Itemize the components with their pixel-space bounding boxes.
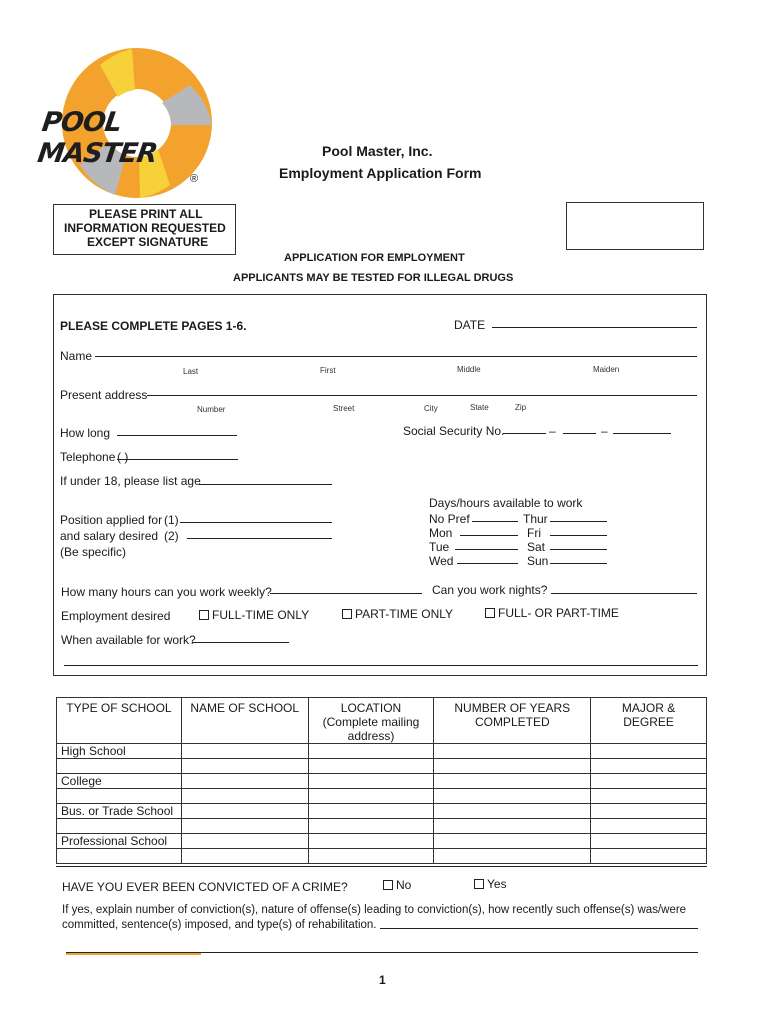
- day-fri-field[interactable]: [550, 535, 607, 536]
- employment-desired-label: Employment desired: [61, 609, 171, 623]
- crime-explain-line-2: committed, sentence(s) imposed, and type(s) of rehabilitation.: [62, 919, 377, 931]
- table-cell[interactable]: [591, 834, 707, 849]
- ssn-label: Social Security No.: [403, 424, 505, 438]
- day-thur-field[interactable]: [550, 521, 607, 522]
- table-cell[interactable]: [434, 759, 591, 774]
- full-or-part-option[interactable]: [485, 606, 619, 620]
- address-state-caption: State: [470, 403, 489, 412]
- address-number-caption: Number: [197, 405, 226, 414]
- table-row: [57, 774, 707, 789]
- date-label: DATE: [454, 318, 486, 332]
- col-header-location: LOCATION (Complete mailing address): [308, 698, 434, 744]
- table-cell[interactable]: [434, 789, 591, 804]
- pool-master-logo: [35, 45, 225, 205]
- ssn-field-1[interactable]: [503, 433, 546, 434]
- crime-no-checkbox[interactable]: [383, 880, 393, 890]
- table-cell[interactable]: [308, 774, 434, 789]
- telephone-area-code: ( ): [117, 450, 129, 464]
- full-time-checkbox[interactable]: [199, 610, 209, 620]
- full-time-label: FULL-TIME ONLY: [212, 608, 310, 622]
- table-row: [57, 744, 707, 759]
- table-cell[interactable]: [181, 789, 308, 804]
- day-fri-label: Fri: [527, 526, 541, 540]
- under-18-label: If under 18, please list age: [60, 474, 201, 488]
- crime-no-option[interactable]: [383, 878, 411, 892]
- col-header-name: NAME OF SCHOOL: [181, 698, 308, 744]
- table-cell[interactable]: [434, 849, 591, 864]
- table-row: [57, 834, 707, 849]
- table-cell[interactable]: [181, 759, 308, 774]
- ssn-dash-2: –: [601, 424, 608, 438]
- row-label-high-school: High School: [57, 744, 182, 759]
- day-thur-label: Thur: [523, 512, 548, 526]
- day-sat-field[interactable]: [550, 549, 607, 550]
- when-available-field[interactable]: [192, 642, 289, 643]
- row-label-trade-school: Bus. or Trade School: [57, 804, 182, 819]
- table-cell[interactable]: [434, 774, 591, 789]
- col-header-major: MAJOR & DEGREE: [591, 698, 707, 744]
- ssn-field-3[interactable]: [613, 433, 671, 434]
- crime-yes-option[interactable]: [474, 877, 507, 891]
- table-cell[interactable]: [591, 744, 707, 759]
- position-label-2: and salary desired: [60, 529, 159, 543]
- how-long-field[interactable]: [117, 435, 237, 436]
- col-header-type: TYPE OF SCHOOL: [57, 698, 182, 744]
- table-row: [57, 789, 707, 804]
- day-sun-label: Sun: [527, 554, 549, 568]
- full-or-part-label: FULL- OR PART-TIME: [498, 606, 619, 620]
- crime-question: HAVE YOU EVER BEEN CONVICTED OF A CRIME?: [62, 880, 348, 894]
- table-cell[interactable]: [434, 834, 591, 849]
- table-cell[interactable]: [308, 804, 434, 819]
- telephone-label: Telephone: [60, 450, 116, 464]
- day-tue-label: Tue: [429, 540, 450, 554]
- day-no-pref-label: No Pref: [429, 512, 470, 526]
- table-cell[interactable]: [308, 834, 434, 849]
- company-name: Pool Master, Inc.: [322, 143, 433, 159]
- day-mon-field[interactable]: [460, 535, 518, 536]
- full-time-option[interactable]: [199, 608, 309, 622]
- table-cell[interactable]: [181, 849, 308, 864]
- table-cell[interactable]: [181, 774, 308, 789]
- complete-pages-notice: PLEASE COMPLETE PAGES 1-6.: [60, 319, 247, 333]
- form-title: Employment Application Form: [279, 165, 482, 181]
- table-cell[interactable]: [591, 804, 707, 819]
- address-street-caption: Street: [333, 404, 355, 413]
- part-time-option[interactable]: [342, 607, 453, 621]
- table-cell[interactable]: [308, 819, 434, 834]
- table-cell[interactable]: [308, 789, 434, 804]
- position-field-1[interactable]: [180, 522, 332, 523]
- address-zip-caption: Zip: [515, 403, 527, 412]
- table-cell[interactable]: [591, 789, 707, 804]
- ssn-dash-1: –: [549, 424, 556, 438]
- ssn-field-2[interactable]: [563, 433, 596, 434]
- crime-section-divider: [56, 866, 707, 867]
- telephone-field[interactable]: [117, 459, 238, 460]
- row-label-college: College: [57, 774, 182, 789]
- name-maiden-caption: Maiden: [593, 365, 620, 374]
- table-cell[interactable]: [181, 819, 308, 834]
- table-cell[interactable]: [308, 759, 434, 774]
- table-cell[interactable]: [308, 849, 434, 864]
- table-cell[interactable]: [591, 759, 707, 774]
- table-cell[interactable]: [591, 774, 707, 789]
- table-cell[interactable]: [181, 804, 308, 819]
- position-num-1: (1): [164, 513, 179, 527]
- name-last-caption: Last: [183, 367, 199, 376]
- name-middle-caption: Middle: [457, 365, 481, 374]
- table-cell[interactable]: [591, 849, 707, 864]
- table-cell[interactable]: [57, 789, 182, 804]
- page-number: 1: [379, 973, 386, 987]
- address-city-caption: City: [424, 404, 438, 413]
- registered-mark: ®: [190, 173, 199, 185]
- table-cell[interactable]: [434, 744, 591, 759]
- nights-field[interactable]: [551, 593, 697, 594]
- date-field[interactable]: [492, 327, 697, 328]
- address-field[interactable]: [147, 395, 697, 396]
- name-label: Name: [60, 349, 93, 363]
- crime-no-label: No: [396, 878, 412, 892]
- day-no-pref-field[interactable]: [472, 521, 518, 522]
- day-wed-field[interactable]: [457, 563, 518, 564]
- print-notice-line-1: PLEASE PRINT ALL: [89, 207, 203, 221]
- table-cell[interactable]: [181, 834, 308, 849]
- crime-explain-field-1[interactable]: [380, 928, 698, 929]
- col-header-years: NUMBER OF YEARS COMPLETED: [434, 698, 591, 744]
- nights-label: Can you work nights?: [432, 583, 548, 597]
- full-or-part-checkbox[interactable]: [485, 608, 495, 618]
- table-cell[interactable]: [57, 849, 182, 864]
- day-wed-label: Wed: [429, 554, 454, 568]
- day-sat-label: Sat: [527, 540, 546, 554]
- table-cell[interactable]: [434, 819, 591, 834]
- day-sun-field[interactable]: [550, 563, 607, 564]
- application-heading: APPLICATION FOR EMPLOYMENT: [284, 252, 465, 264]
- logo-text: POOL MASTER: [35, 107, 159, 169]
- row-label-professional-school: Professional School: [57, 834, 182, 849]
- table-row: [57, 849, 707, 864]
- table-cell[interactable]: [591, 819, 707, 834]
- how-long-label: How long: [60, 426, 111, 440]
- name-first-caption: First: [320, 366, 336, 375]
- when-available-extra-line[interactable]: [64, 665, 698, 666]
- orange-accent-line: [66, 953, 201, 955]
- position-num-2: (2): [164, 529, 179, 543]
- table-cell[interactable]: [434, 804, 591, 819]
- education-table: [56, 697, 707, 864]
- position-label-1: Position applied for: [60, 513, 163, 527]
- days-hours-label: Days/hours available to work: [429, 496, 583, 510]
- position-field-2[interactable]: [187, 538, 332, 539]
- hours-weekly-field[interactable]: [270, 593, 422, 594]
- table-cell[interactable]: [308, 744, 434, 759]
- table-cell[interactable]: [57, 759, 182, 774]
- when-available-label: When available for work?: [61, 633, 196, 647]
- drug-notice: APPLICANTS MAY BE TESTED FOR ILLEGAL DRUGS: [233, 272, 514, 284]
- age-field[interactable]: [199, 484, 332, 485]
- name-field[interactable]: [95, 356, 697, 357]
- crime-yes-label: Yes: [487, 877, 507, 891]
- print-notice-line-3: EXCEPT SIGNATURE: [87, 235, 209, 249]
- table-row: [57, 804, 707, 819]
- table-cell[interactable]: [181, 744, 308, 759]
- office-use-box: [566, 202, 704, 250]
- print-notice-line-2: INFORMATION REQUESTED: [64, 221, 226, 235]
- table-row: [57, 759, 707, 774]
- crime-explain-line-1: If yes, explain number of conviction(s), nature of offense(s) leading to conviction(s), how recently such offense(s) was/were: [62, 904, 687, 916]
- address-label: Present address: [60, 388, 148, 402]
- table-cell[interactable]: [57, 819, 182, 834]
- crime-yes-checkbox[interactable]: [474, 879, 484, 889]
- day-mon-label: Mon: [429, 526, 453, 540]
- position-label-3: (Be specific): [60, 545, 127, 559]
- hours-weekly-label: How many hours can you work weekly?: [61, 585, 272, 599]
- part-time-label: PART-TIME ONLY: [355, 607, 454, 621]
- day-tue-field[interactable]: [455, 549, 518, 550]
- table-row: [57, 819, 707, 834]
- part-time-checkbox[interactable]: [342, 609, 352, 619]
